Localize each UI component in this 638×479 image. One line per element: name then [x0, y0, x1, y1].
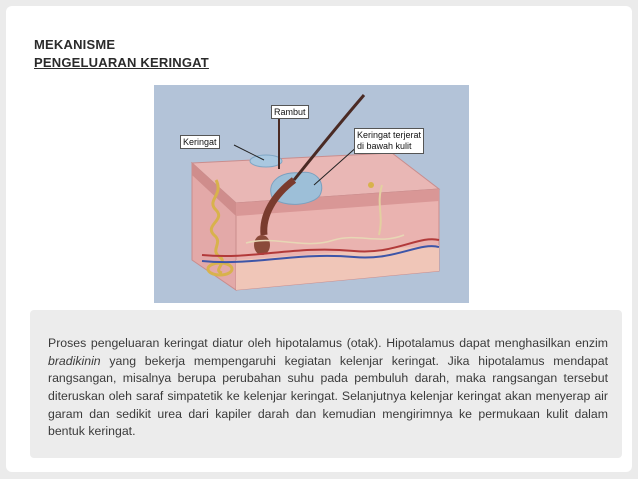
- title-line-1: MEKANISME: [34, 37, 116, 52]
- label-keringat: Keringat: [180, 135, 220, 149]
- label-keringat-terjerat: [354, 128, 424, 154]
- right-gland-dot: [368, 182, 374, 188]
- skin-diagram: [154, 85, 469, 303]
- label-terjerat-line1: Keringat terjerat: [357, 130, 422, 140]
- slide: [6, 6, 632, 472]
- paragraph-part-1: Proses pengeluaran keringat diatur oleh hipotalamus (otak). Hipotalamus dapat menghasilkan enzim: [48, 336, 608, 351]
- paragraph-italic-term: bradikinin: [48, 353, 101, 368]
- hair-bulb: [254, 235, 270, 255]
- label-rambut: Rambut: [271, 105, 309, 119]
- description-box: [30, 310, 622, 458]
- description-paragraph: [48, 335, 608, 441]
- skin-illustration: [154, 85, 469, 303]
- paragraph-part-2: yang bekerja mempengaruhi kegiatan kelenjar keringat. Jika hipotalamus mendapat rangsangan, misalnya berupa perubahan suhu pada pembuluh darah, maka rangsangan tersebut diteruskan oleh saraf simpatetik ke kelenjar keringat. Selanjutnya kelenjar keringat akan menyerap air garam dan sedikit urea dari kapiler darah dan kemudian mengirimnya ke permukaan kulit dalam bentuk keringat.: [48, 353, 608, 439]
- sweat-droplet: [250, 155, 282, 167]
- title-line-2: PENGELUARAN KERINGAT: [34, 55, 209, 70]
- slide-title: [34, 36, 209, 72]
- label-terjerat-line2: di bawah kulit: [357, 141, 412, 151]
